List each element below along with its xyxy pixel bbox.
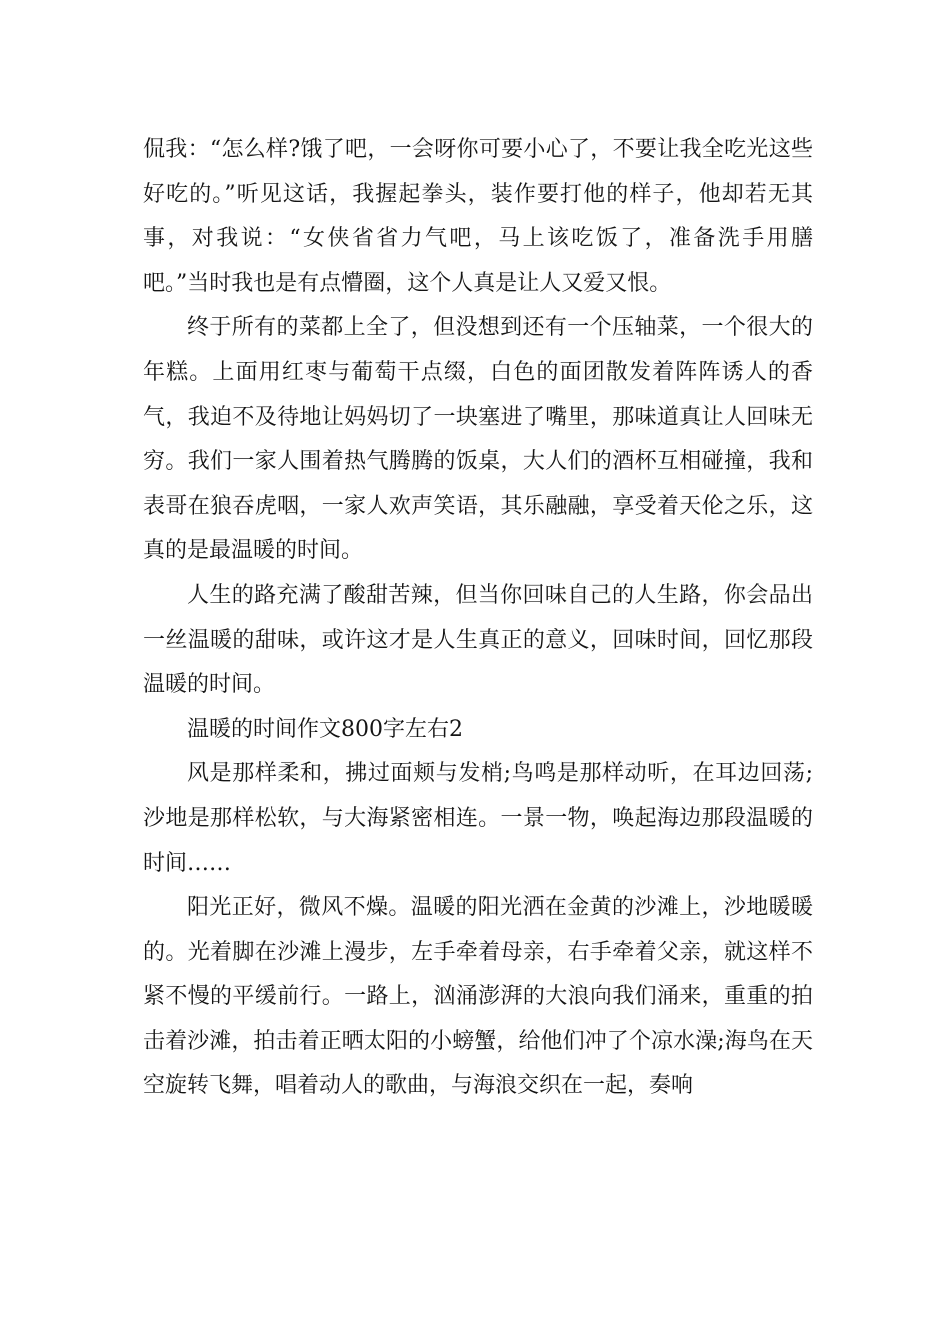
paragraph-2: 终于所有的菜都上全了，但没想到还有一个压轴菜，一个很大的年糕。上面用红枣与葡萄干点缀，白色的面团散发着阵阵诱人的香气，我迫不及待地让妈妈切了一块塞进了嘴里，那味道真让人回味无穷。我们一家人围着热气腾腾的饭桌，大人们的酒杯互相碰撞，我和表哥在狼吞虎咽，一家人欢声笑语，其乐融融，享受着天伦之乐，这真的是最温暖的时间。 [143,315,813,564]
section-title: 温暖的时间作文800字左右2 [187,716,463,742]
paragraph-4: 风是那样柔和，拂过面颊与发梢;鸟鸣是那样动听，在耳边回荡;沙地是那样松软，与大海紧密相连。一景一物，唤起海边那段温暖的时间…… [143,761,813,876]
paragraph-3: 人生的路充满了酸甜苦辣，但当你回味自己的人生路，你会品出一丝温暖的甜味，或许这才是人生真正的意义，回味时间，回忆那段温暖的时间。 [143,582,813,698]
document-body [143,128,813,1109]
paragraph-5: 阳光正好，微风不燥。温暖的阳光洒在金黄的沙滩上，沙地暖暖的。光着脚在沙滩上漫步，左手牵着母亲，右手牵着父亲，就这样不紧不慢的平缓前行。一路上，汹涌澎湃的大浪向我们涌来，重重的拍击着沙滩，拍击着正晒太阳的小螃蟹，给他们冲了个凉水澡;海鸟在天空旋转飞舞，唱着动人的歌曲，与海浪交织在一起，奏响 [143,895,813,1099]
paragraph-1: 侃我：“怎么样?饿了吧，一会呀你可要小心了，不要让我全吃光这些好吃的。”听见这话，我握起拳头，装作要打他的样子，他却若无其事，对我说：“女侠省省力气吧，马上该吃饭了，准备洗手用膳吧。”当时我也是有点懵圈，这个人真是让人又爱又恨。 [143,137,813,296]
